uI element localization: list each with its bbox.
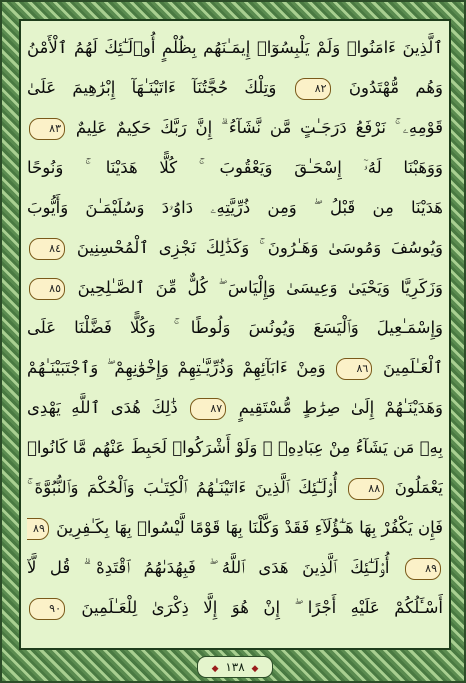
verse-text: وَزَكَرِيَّا وَيَحْيَىٰ وَعِيسَىٰ وَإِلْيَاسَ ۖ كُلٌّ مِّنَ ٱلصَّـٰلِحِينَ [77,278,443,297]
verse-text: وَيُوسُفَ وَمُوسَىٰ وَهَـٰرُونَ ۚ وَكَذَٰلِكَ نَجْزِى ٱلْمُحْسِنِينَ [76,238,443,257]
verse-text: وَهُم مُّهْتَدُونَ [348,78,443,97]
ayah-number-marker: ٨٨ [348,478,384,500]
ayah-number-marker: ٩٠ [29,598,65,620]
text-line [27,271,443,305]
verse-text: يَعْمَلُونَ [394,478,443,497]
text-line [27,431,443,465]
verse-text: وَإِسْمَـٰعِيلَ وَٱلْيَسَعَ وَيُونُسَ وَلُوطًا ۚ وَكُلًّا فَضَّلْنَا عَلَى [27,318,443,337]
verse-text: ٱلْعَـٰلَمِينَ [382,358,443,377]
text-line [27,391,443,425]
text-line [27,31,443,65]
verse-text: وَهَدَيْنَـٰهُمْ إِلَىٰ صِرَٰطٍ مُّسْتَقِيمٍ [238,398,443,417]
text-line [27,191,443,225]
ayah-number-marker: ٨٥ [29,278,65,300]
page-footer [2,652,466,682]
text-line [27,71,443,105]
quran-text [27,29,443,641]
ayah-number-marker: ٨٦ [336,358,372,380]
verse-text: ذَٰلِكَ هُدَى ٱللَّهِ يَهْدِى [27,398,178,417]
ayah-number-marker: ٨٩ [405,558,441,580]
text-line [27,151,443,185]
diamond-ornament-icon: ◆ [211,664,219,674]
verse-text: هَدَيْنَا مِن قَبْلُ ۖ وَمِن ذُرِّيَّتِهِۦ دَاوُۥدَ وَسُلَيْمَـٰنَ وَأَيُّوبَ [27,198,443,217]
verse-text: ٱلَّذِينَ ءَامَنُوا۟ وَلَمْ يَلْبِسُوٓا۟ إِيمَـٰنَهُم بِظُلْمٍ أُو۟لَـٰٓئِكَ لَهُمُ ٱلْأَمْنُ [27,38,443,57]
ayah-number-marker: ٨٢ [295,78,331,100]
text-panel [19,19,451,650]
text-line [27,311,443,345]
ayah-number-marker: ٨٩ [27,518,49,540]
text-line [27,231,443,265]
text-line [27,351,443,385]
ayah-number-marker: ٨٤ [29,238,65,260]
verse-text: أَسْـَٔلُكُمْ عَلَيْهِ أَجْرًا ۖ إِنْ هُوَ إِلَّا ذِكْرَىٰ لِلْعَـٰلَمِينَ [81,598,443,617]
verse-text: أُو۟لَـٰٓئِكَ ٱلَّذِينَ هَدَى ٱللَّهُ ۖ فَبِهُدَىٰهُمُ ٱقْتَدِهْ ۗ قُل لَّآ [27,558,390,577]
text-line [27,111,443,145]
verse-text: وَمِنْ ءَابَآئِهِمْ وَذُرِّيَّـٰتِهِمْ وَإِخْوَٰنِهِمْ ۖ وَٱجْتَبَيْنَـٰهُمْ [27,358,326,377]
text-line [27,591,443,625]
verse-text: قَوْمِهِۦ ۚ نَرْفَعُ دَرَجَـٰتٍ مَّن نَّشَآءُ ۗ إِنَّ رَبَّكَ حَكِيمٌ عَلِيمٌ [75,118,443,137]
verse-text: وَوَهَبْنَا لَهُۥٓ إِسْحَـٰقَ وَيَعْقُوبَ ۚ كُلًّا هَدَيْنَا ۚ وَنُوحًا [27,158,443,177]
text-line [27,511,443,545]
ayah-number-marker: ٨٧ [190,398,226,420]
verse-text: فَإِن يَكْفُرْ بِهَا هَـٰٓؤُلَآءِ فَقَدْ وَكَّلْنَا بِهَا قَوْمًا لَّيْسُوا۟ بِهَا بِكَـٰفِرِينَ [56,518,443,537]
text-line [27,551,443,585]
verse-text: أُو۟لَـٰٓئِكَ ٱلَّذِينَ ءَاتَيْنَـٰهُمُ ٱلْكِتَـٰبَ وَٱلْحُكْمَ وَٱلنُّبُوَّةَ ۚ [27,478,338,497]
ayah-number-marker: ٨٣ [29,118,65,140]
verse-text: وَتِلْكَ حُجَّتُنَآ ءَاتَيْنَـٰهَآ إِبْرَٰهِيمَ عَلَىٰ [27,78,277,97]
verse-text: بِهِۦ مَن يَشَآءُ مِنْ عِبَادِهِۦ ۚ وَلَوْ أَشْرَكُوا۟ لَحَبِطَ عَنْهُم مَّا كَانُوا۟ [27,438,443,457]
diamond-ornament-icon: ◆ [251,664,259,674]
text-line [27,471,443,505]
page-number-badge [197,656,273,678]
page-number: ١٣٨ [225,660,245,674]
